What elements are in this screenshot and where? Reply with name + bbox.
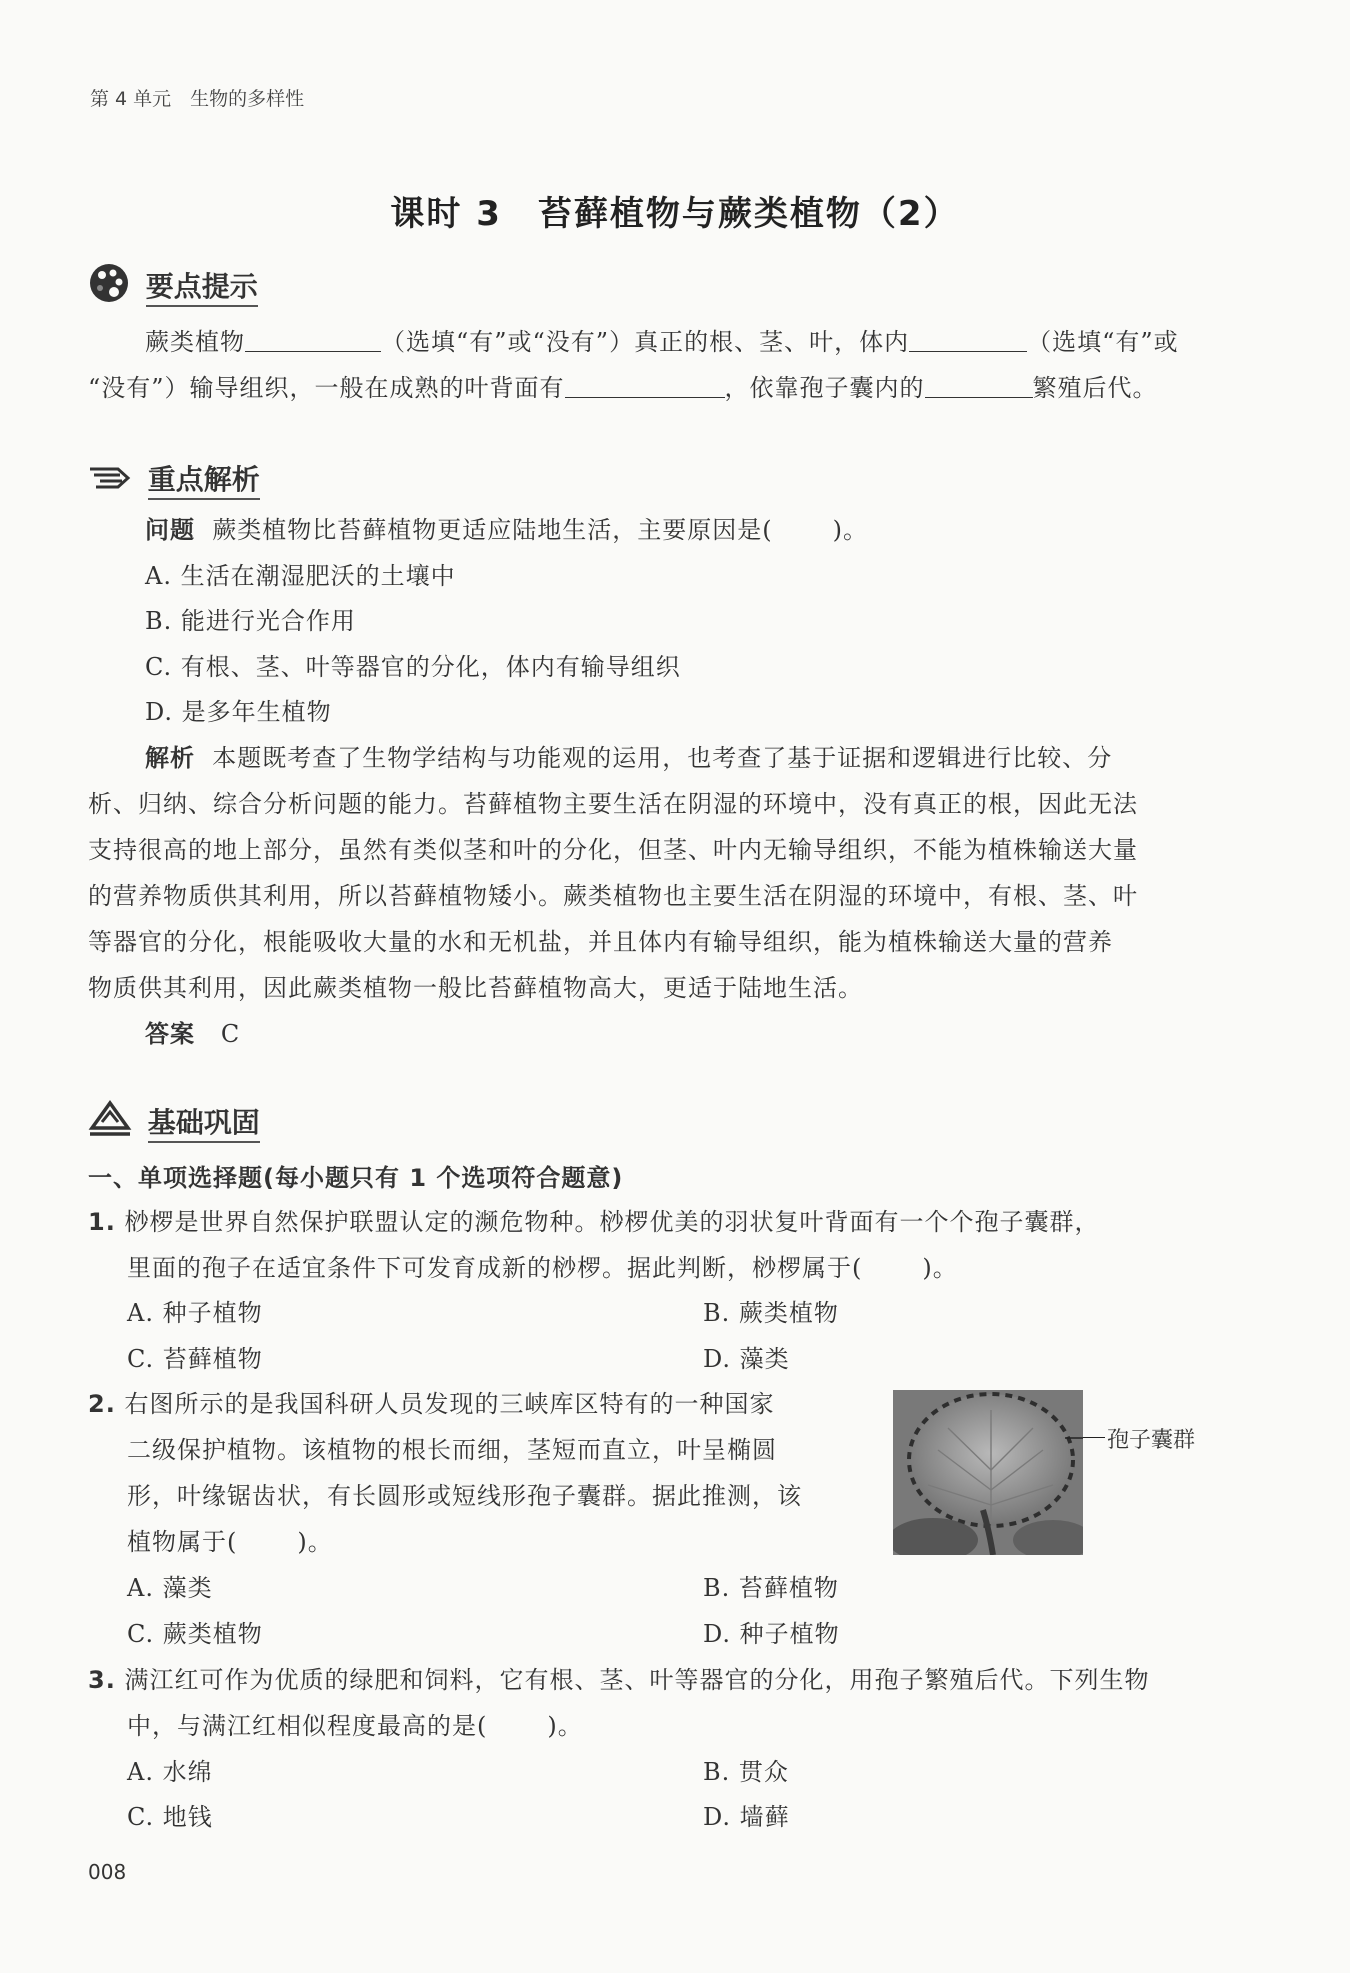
fill-blank[interactable] <box>925 373 1033 398</box>
key-points-line-1 <box>145 322 1179 357</box>
key-points-text: ，依靠孢子囊内的 <box>724 374 925 402</box>
section-analysis-heading <box>88 458 260 498</box>
key-points-text: （选填“有”或“没有”）真正的根、茎、叶，体内 <box>381 328 910 356</box>
q1-end: )。 <box>922 1254 958 1282</box>
key-points-text: 蕨类植物 <box>145 328 245 356</box>
question-end: )。 <box>832 516 869 544</box>
q2-line-4 <box>127 1522 333 1557</box>
fill-blank[interactable] <box>909 327 1027 352</box>
option-c: C. 有根、茎、叶等器官的分化，体内有输导组织 <box>145 653 681 681</box>
q2-number: 2. <box>88 1390 116 1418</box>
analysis-line-3: 支持很高的地上部分，虽然有类似茎和叶的分化，但茎、叶内无输导组织，不能为植株输送大量 <box>88 836 1138 864</box>
q1-line-2 <box>127 1248 958 1283</box>
q2-line-2: 二级保护植物。该植物的根长而细，茎短而直立，叶呈椭圆 <box>127 1436 777 1464</box>
q3-text: 满江红可作为优质的绿肥和饲料，它有根、茎、叶等器官的分化，用孢子繁殖后代。下列生物 <box>124 1666 1150 1694</box>
q2-line-1 <box>88 1384 774 1419</box>
q2-end: )。 <box>297 1528 333 1556</box>
q2-line-3: 形，叶缘锯齿状，有长圆形或短线形孢子囊群。据此推测，该 <box>127 1482 802 1510</box>
q1-text: 里面的孢子在适宜条件下可发育成新的桫椤。据此判断，桫椤属于( <box>127 1254 863 1282</box>
q2-option-a: A. 藻类 <box>127 1574 213 1602</box>
analysis-line-2: 析、归纳、综合分析问题的能力。苔藓植物主要生活在阴湿的环境中，没有真正的根，因此无法 <box>88 790 1138 818</box>
section-basics-heading <box>88 1100 260 1141</box>
q3-end: )。 <box>547 1712 583 1740</box>
key-points-text: （选填“有”或 <box>1027 328 1179 356</box>
q1-number: 1. <box>88 1208 116 1236</box>
q1-text: 桫椤是世界自然保护联盟认定的濒危物种。桫椤优美的羽状复叶背面有一个个孢子囊群， <box>124 1208 1100 1236</box>
triangle-stack-icon <box>88 1100 132 1140</box>
q3-option-c: C. 地钱 <box>127 1803 213 1831</box>
section-analysis-label: 重点解析 <box>148 463 260 500</box>
q1-line-1 <box>88 1202 1099 1237</box>
q1-option-c: C. 苔藓植物 <box>127 1345 263 1373</box>
figure-caption: 孢子囊群 <box>1107 1428 1196 1453</box>
analysis-label: 解析 <box>145 744 195 772</box>
q1-option-b: B. 蕨类植物 <box>703 1299 839 1327</box>
question-text: 蕨类植物比苔藓植物更适应陆地生活，主要原因是( <box>212 516 773 544</box>
q3-option-a: A. 水绵 <box>127 1758 213 1786</box>
q3-number: 3. <box>88 1666 116 1694</box>
answer-line <box>145 1014 240 1049</box>
q2-option-c: C. 蕨类植物 <box>127 1620 263 1648</box>
q2-text: 右图所示的是我国科研人员发现的三峡库区特有的一种国家 <box>124 1390 775 1418</box>
q1-option-a: A. 种子植物 <box>127 1299 263 1327</box>
page-number: 008 <box>88 1860 127 1884</box>
running-header: 第 4 单元 生物的多样性 <box>90 88 305 110</box>
analysis-line-6: 物质供其利用，因此蕨类植物一般比苔藓植物高大，更适于陆地生活。 <box>88 974 863 1002</box>
caption-leader-line <box>1083 1437 1105 1438</box>
lesson-title: 课时 3 苔藓植物与蕨类植物（2） <box>390 194 960 234</box>
analysis-text: 本题既考查了生物学结构与功能观的运用，也考查了基于证据和逻辑进行比较、分 <box>212 744 1113 772</box>
q3-option-d: D. 墙藓 <box>703 1803 790 1831</box>
fern-leaf-photo <box>893 1390 1083 1555</box>
q3-line-1 <box>88 1660 1149 1695</box>
speed-lines-icon <box>88 463 132 493</box>
section-key-points-heading <box>88 262 258 305</box>
option-b: B. 能进行光合作用 <box>145 607 356 635</box>
fill-blank[interactable] <box>565 373 725 398</box>
fill-blank[interactable] <box>245 327 381 352</box>
key-points-line-2 <box>88 368 1158 403</box>
key-points-text: 繁殖后代。 <box>1032 374 1158 402</box>
question-label: 问题 <box>145 516 195 544</box>
q3-option-b: B. 贯众 <box>703 1758 789 1786</box>
q3-line-2 <box>127 1706 583 1741</box>
analysis-line-1 <box>145 738 1112 773</box>
q2-option-b: B. 苔藓植物 <box>703 1574 839 1602</box>
answer-value: C <box>220 1020 241 1048</box>
analysis-line-5: 等器官的分化，根能吸收大量的水和无机盐，并且体内有输导组织，能为植株输送大量的营养 <box>88 928 1113 956</box>
section-key-points-label: 要点提示 <box>146 270 258 307</box>
q1-option-d: D. 藻类 <box>703 1345 790 1373</box>
question-stem <box>145 510 868 545</box>
q2-option-d: D. 种子植物 <box>703 1620 840 1648</box>
q2-text: 植物属于( <box>127 1528 238 1556</box>
key-points-text: “没有”）输导组织，一般在成熟的叶背面有 <box>88 374 565 402</box>
option-d: D. 是多年生植物 <box>145 698 332 726</box>
palette-icon <box>88 262 130 304</box>
q3-text: 中，与满江红相似程度最高的是( <box>127 1712 488 1740</box>
analysis-line-4: 的营养物质供其利用，所以苔藓植物矮小。蕨类植物也主要生活在阴湿的环境中，有根、茎、叶 <box>88 882 1138 910</box>
option-a: A. 生活在潮湿肥沃的土壤中 <box>145 562 456 590</box>
section-basics-label: 基础巩固 <box>148 1106 260 1143</box>
answer-label: 答案 <box>145 1020 195 1048</box>
question-type-heading: 一、单项选择题(每小题只有 1 个选项符合题意) <box>88 1164 624 1192</box>
